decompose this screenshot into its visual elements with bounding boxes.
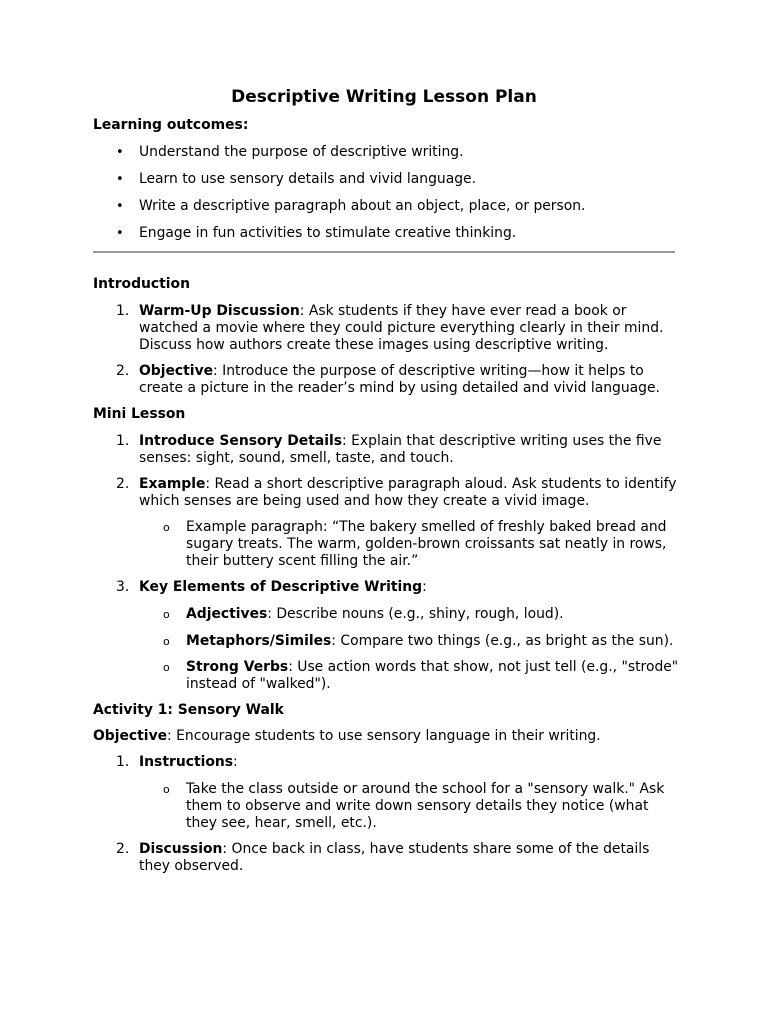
- mini-lesson-list: [93, 433, 683, 693]
- list-item: • Understand the purpose of descriptive writing.: [116, 144, 464, 160]
- list-item: o Adjectives: Describe nouns (e.g., shiny, rough, loud).: [163, 606, 564, 622]
- list-item: • Learn to use sensory details and vivid language.: [116, 171, 476, 187]
- learning-outcomes-heading: Learning outcomes:: [93, 117, 249, 133]
- list-item: • Engage in fun activities to stimulate creative thinking.: [116, 225, 517, 241]
- list-item: 1. Instructions: o Take the class outside or around the school for a "sensory walk." Ask them to observe and write down sensory details they notice (what they see, hear, smell, etc.).: [93, 754, 683, 832]
- bullet-icon: •: [116, 145, 124, 160]
- list-item: 2. Discussion: Once back in class, have students share some of the details they observed.: [116, 841, 650, 874]
- list-item: 2. Objective: Introduce the purpose of descriptive writing—how it helps to create a picture in the reader’s mind by using detailed and vivid language.: [116, 363, 660, 396]
- mini-lesson-heading: Mini Lesson: [93, 406, 186, 422]
- instructions-sublist: [93, 781, 683, 832]
- introduction-heading: Introduction: [93, 276, 190, 292]
- learning-outcomes-list: [93, 144, 683, 242]
- list-item: o Metaphors/Similes: Compare two things (e.g., as bright as the sun).: [163, 633, 674, 649]
- document-title: Descriptive Writing Lesson Plan: [231, 87, 537, 107]
- circle-bullet-icon: o: [163, 635, 170, 648]
- circle-bullet-icon: o: [163, 783, 170, 796]
- activity1-list: [93, 754, 683, 875]
- list-item: 2. Example: Read a short descriptive paragraph aloud. Ask students to identify which senses are being used and how they create a vivid image. o Example paragraph: “The bakery smelled of freshly baked bread and sugary treats. The warm, golden-brown croissants sat neatly in rows, their buttery scent filling the air.”: [93, 476, 683, 570]
- circle-bullet-icon: o: [163, 521, 170, 534]
- list-item: o Take the class outside or around the school for a "sensory walk." Ask them to observe and write down sensory details they notice (what they see, hear, smell, etc.).: [163, 781, 665, 831]
- bullet-icon: •: [116, 226, 124, 241]
- circle-bullet-icon: o: [163, 661, 170, 674]
- introduction-list: [93, 303, 683, 397]
- bullet-icon: •: [116, 172, 124, 187]
- document-body: [93, 116, 683, 875]
- list-item: o Strong Verbs: Use action words that show, not just tell (e.g., "strode" instead of "walked").: [163, 659, 679, 692]
- activity1-objective: Objective: Encourage students to use sensory language in their writing.: [93, 728, 601, 744]
- key-elements-sublist: [93, 606, 683, 693]
- bullet-icon: •: [116, 199, 124, 214]
- list-item: • Write a descriptive paragraph about an object, place, or person.: [116, 198, 586, 214]
- list-item: o Example paragraph: “The bakery smelled of freshly baked bread and sugary treats. The warm, golden-brown croissants sat neatly in rows, their buttery scent filling the air.”: [163, 519, 667, 569]
- list-item: 1. Introduce Sensory Details: Explain that descriptive writing uses the five senses: sight, sound, smell, taste, and touch.: [116, 433, 662, 466]
- circle-bullet-icon: o: [163, 608, 170, 621]
- activity1-heading: Activity 1: Sensory Walk: [93, 702, 284, 718]
- list-item: 1. Warm-Up Discussion: Ask students if they have ever read a book or watched a movie where they could picture everything clearly in their mind. Discuss how authors create these images using descriptive writing.: [116, 303, 664, 353]
- list-item: 3. Key Elements of Descriptive Writing: o Adjectives: Describe nouns (e.g., shiny, rough, loud). o Metaphors/Similes: Compare two things (e.g., as bright as the sun). o Strong Verbs: Use action words that show, not just tell (e.g., "strode" instead of "walked").: [93, 579, 683, 693]
- example-sublist: [93, 519, 683, 570]
